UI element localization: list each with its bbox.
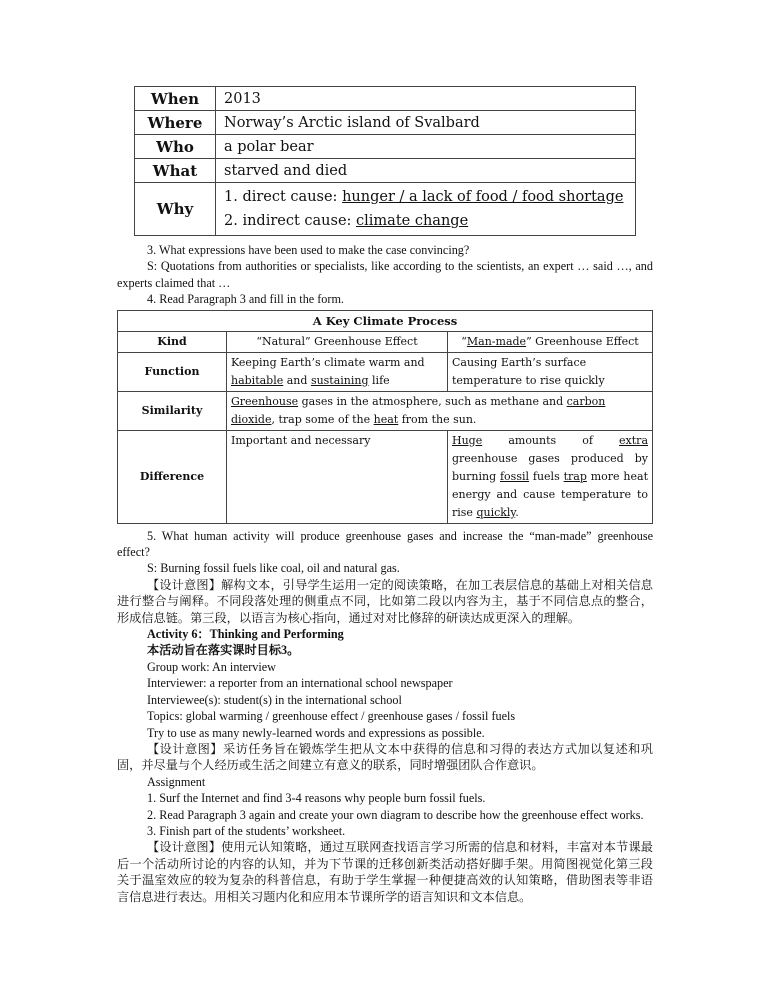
assignment-heading: Assignment — [147, 774, 206, 789]
text-span: from the sun. — [398, 412, 477, 426]
text-span: . — [515, 505, 519, 519]
similarity-label: Similarity — [118, 391, 227, 430]
question-3: 3. What expressions have been used to make the case convincing? — [147, 243, 470, 257]
text-span: life — [368, 373, 390, 387]
row-value-what: starved and died — [216, 159, 636, 183]
question-5: 5. What human activity will produce greenhouse gases and increase the “man-made” greenhouse effect? — [117, 528, 653, 560]
group-work: Group work: An interview — [147, 659, 276, 674]
why-direct-prefix: 1. direct cause: — [224, 189, 343, 205]
blank-answer: Huge — [452, 433, 483, 447]
why-direct-cause: hunger / a lack of food / food shortage — [342, 189, 624, 205]
row-key-where: Where — [135, 111, 216, 135]
design-intent-3: 【设计意图】使用元认知策略，通过互联网查找语言学习所需的信息和材料，丰富对本节课最后一个活动所讨论的内容的认知，并为下节课的迁移创新类活动搭好脚手架。用简图视觉化第三段关于温室效应的较为复杂的科普信息，有助于学生掌握一种便捷高效的认知策略，借助图表等非语言信息进行表达。用相关习题内化和应用本节课所学的语言知识和文本信息。 — [117, 840, 653, 904]
interviewee: Interviewee(s): student(s) in the international school — [147, 692, 402, 707]
topics: Topics: global warming / greenhouse effect / greenhouse gases / fossil fuels — [147, 709, 516, 724]
row-key-why: Why — [135, 183, 216, 236]
table-row — [135, 159, 636, 183]
manmade-header — [448, 331, 653, 352]
text-span: Keeping Earth’s climate warm and — [231, 355, 425, 369]
table-row — [118, 331, 653, 352]
row-value-who: a polar bear — [216, 135, 636, 159]
function-label: Function — [118, 352, 227, 391]
quote-open: “ — [461, 334, 467, 348]
row-value-why — [216, 183, 636, 236]
blank-answer: habitable — [231, 373, 284, 387]
blank-answer: extra — [619, 433, 648, 447]
blank-answer: fossil — [499, 469, 530, 483]
activity-6-heading: Activity 6：Thinking and Performing — [147, 627, 344, 642]
case-table — [134, 86, 636, 236]
text-span: amounts of — [482, 433, 620, 447]
question-4: 4. Read Paragraph 3 and fill in the form. — [147, 292, 344, 307]
assignment-2: 2. Read Paragraph 3 again and create your own diagram to describe how the greenhouse effect works. — [147, 807, 644, 822]
body-text — [117, 242, 653, 905]
manmade-word: Man-made — [466, 334, 527, 348]
table-row — [118, 391, 653, 430]
blank-answer: trap — [563, 469, 587, 483]
difference-natural: Important and necessary — [227, 430, 448, 523]
row-value-where: Norway’s Arctic island of Svalbard — [216, 111, 636, 135]
difference-manmade — [448, 430, 653, 523]
assignment-1: 1. Surf the Internet and find 3-4 reasons why people burn fossil fuels. — [147, 791, 486, 806]
try-use: Try to use as many newly-learned words and expressions as possible. — [147, 725, 485, 740]
function-manmade: Causing Earth’s surface temperature to rise quickly — [448, 352, 653, 391]
design-intent-2: 【设计意图】采访任务旨在锻炼学生把从文本中获得的信息和习得的表达方式加以复述和巩固，并尽量与个人经历或生活之间建立有意义的联系，同时增强团队合作意识。 — [117, 741, 653, 773]
answer-3: S: Quotations from authorities or specialists, like according to the scientists, an expert … said …, and experts claimed that … — [117, 259, 653, 290]
text-span: , trap some of the — [271, 412, 374, 426]
activity-goal: 本活动旨在落实课时目标3。 — [147, 643, 300, 658]
table-row — [135, 87, 636, 111]
design-intent-1: 【设计意图】解构文本，引导学生运用一定的阅读策略，在加工表层信息的基础上对相关信息进行整合与阐释。不同段落处理的侧重点不同，比如第二段以内容为主，基于不同信息点的整合，形成信息链。第三段，以语言为核心指向，通过对对比修辞的研读达成更深入的理解。 — [117, 577, 653, 625]
blank-answer: carbon dioxide — [231, 394, 606, 426]
row-key-who: Who — [135, 135, 216, 159]
row-key-what: What — [135, 159, 216, 183]
text-span: greenhouse gases produced by burning — [452, 451, 648, 483]
text-span: and — [283, 373, 311, 387]
table-row — [135, 111, 636, 135]
interviewer: Interviewer: a reporter from an international school newspaper — [147, 676, 453, 691]
manmade-rest: ” Greenhouse Effect — [526, 334, 639, 348]
why-indirect-prefix: 2. indirect cause: — [224, 213, 357, 229]
table-row — [118, 352, 653, 391]
text-span: fuels — [529, 469, 564, 483]
blank-answer: quickly — [476, 505, 516, 519]
table-row — [135, 135, 636, 159]
climate-process-table — [117, 310, 653, 524]
text-span: more heat energy and cause temperature to rise — [452, 469, 649, 519]
climate-table-title: A Key Climate Process — [118, 310, 653, 331]
similarity-text — [227, 391, 653, 430]
assignment-3: 3. Finish part of the students’ worksheet. — [147, 823, 346, 838]
table-row — [118, 430, 653, 523]
kind-label: Kind — [118, 331, 227, 352]
row-key-when: When — [135, 87, 216, 111]
table-row — [118, 310, 653, 331]
natural-header: “Natural” Greenhouse Effect — [227, 331, 448, 352]
answer-5: S: Burning fossil fuels like coal, oil and natural gas. — [147, 561, 400, 576]
difference-label: Difference — [118, 430, 227, 523]
blank-answer: heat — [373, 412, 399, 426]
function-natural — [227, 352, 448, 391]
row-value-when: 2013 — [216, 87, 636, 111]
why-indirect-cause: climate change — [356, 213, 469, 229]
table-row — [135, 183, 636, 236]
blank-answer: Greenhouse — [231, 394, 299, 408]
blank-answer: sustaining — [310, 373, 369, 387]
text-span: gases in the atmosphere, such as methane and — [298, 394, 567, 408]
